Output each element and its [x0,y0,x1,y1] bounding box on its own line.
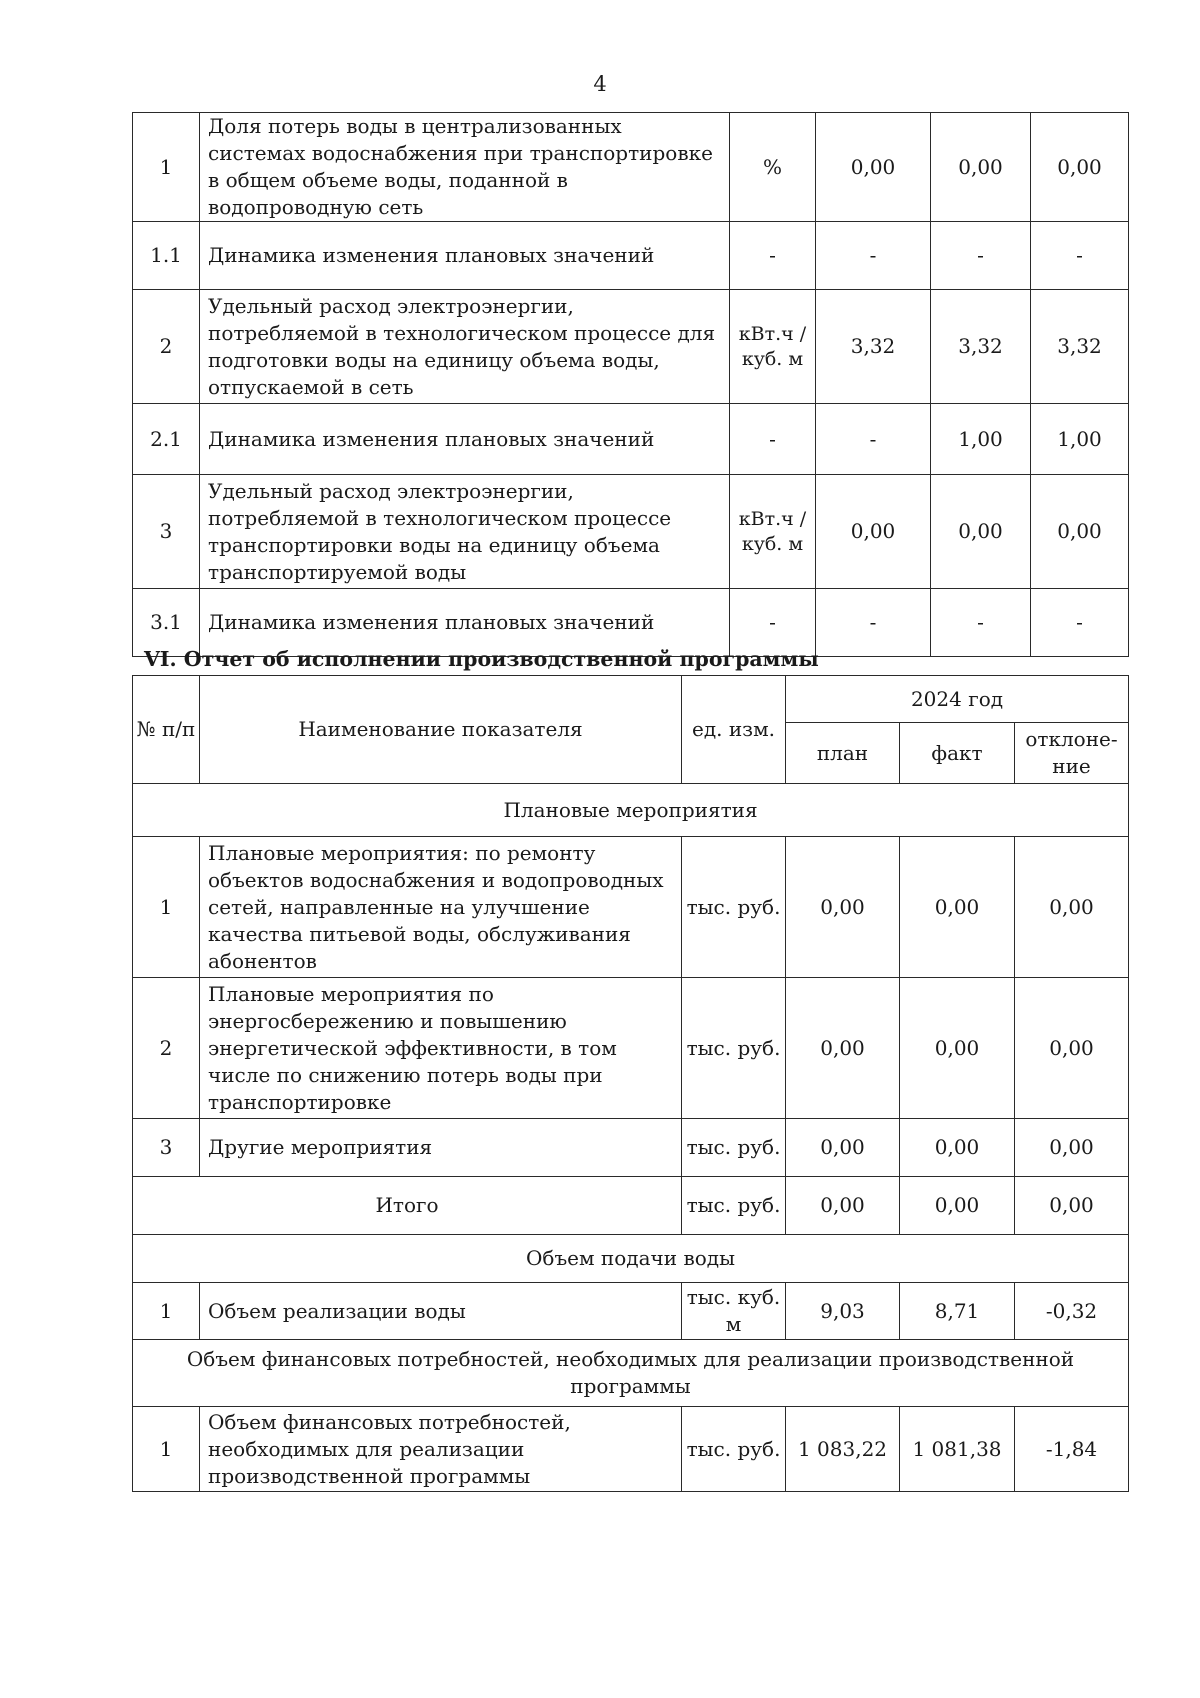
row-number: 2 [133,978,200,1119]
section-planned: Плановые мероприятия [133,784,1129,837]
table-row [133,978,1129,1119]
unit: кВт.ч / куб. м [730,290,816,404]
value-2: 0,00 [931,113,1031,222]
table-row [133,1119,1129,1177]
value-3: 3,32 [1031,290,1129,404]
fact-value: 8,71 [900,1283,1015,1340]
unit: - [730,222,816,290]
indicators-table [132,112,1129,657]
plan-value: 9,03 [786,1283,900,1340]
table-row [133,1283,1129,1340]
fact-value: 0,00 [900,978,1015,1119]
value-1: 0,00 [816,475,931,589]
unit: тыс. руб. [682,978,786,1119]
value-1: 0,00 [816,113,931,222]
value-3: - [1031,589,1129,657]
value-2: 0,00 [931,475,1031,589]
table-row [133,1407,1129,1492]
row-number: 1 [133,837,200,978]
table-row [133,290,1129,404]
unit: тыс. куб. м [682,1283,786,1340]
row-number: 3 [133,475,200,589]
fact-value: 0,00 [900,837,1015,978]
fact-value: 0,00 [900,1119,1015,1177]
header-plan: план [786,723,900,784]
header-deviation: отклоне-ние [1015,723,1129,784]
unit: тыс. руб. [682,1407,786,1492]
indicator-name: Динамика изменения плановых значений [200,404,730,475]
indicator-name: Плановые мероприятия по энергосбережению и повышению энергетической эффективности, в том числе по снижению потерь воды при транспортировке [200,978,682,1119]
row-number: 1 [133,113,200,222]
indicator-name: Плановые мероприятия: по ремонту объектов водоснабжения и водопроводных сетей, направленные на улучшение качества питьевой воды, обслуживания абонентов [200,837,682,978]
section-row [133,784,1129,837]
row-number: 2.1 [133,404,200,475]
section-row [133,1340,1129,1407]
value-2: 1,00 [931,404,1031,475]
value-3: 0,00 [1031,113,1129,222]
indicator-name: Удельный расход электроэнергии, потребляемой в технологическом процессе для подготовки воды на единицу объема воды, отпускаемой в сеть [200,290,730,404]
row-number: 3.1 [133,589,200,657]
header-no: № п/п [133,676,200,784]
value-3: - [1031,222,1129,290]
header-fact: факт [900,723,1015,784]
table-row [133,222,1129,290]
section-heading: VI. Отчет об исполнении производственной программы [144,647,819,671]
header-unit: ед. изм. [682,676,786,784]
value-1: - [816,404,931,475]
value-1: - [816,589,931,657]
row-number: 1.1 [133,222,200,290]
section-finance: Объем финансовых потребностей, необходимых для реализации производственной программы [133,1340,1129,1407]
value-2: 3,32 [931,290,1031,404]
value-3: 1,00 [1031,404,1129,475]
row-number: 3 [133,1119,200,1177]
indicator-name: Динамика изменения плановых значений [200,589,730,657]
total-label: Итого [133,1177,682,1235]
value-2: - [931,589,1031,657]
value-1: - [816,222,931,290]
section-row [133,1235,1129,1283]
fact-value: 0,00 [900,1177,1015,1235]
indicator-name: Объем финансовых потребностей, необходимых для реализации производственной программы [200,1407,682,1492]
total-row [133,1177,1129,1235]
value-1: 3,32 [816,290,931,404]
page-number: 4 [593,72,607,96]
header-row [133,676,1129,723]
plan-value: 0,00 [786,837,900,978]
table-row [133,113,1129,222]
deviation-value: -1,84 [1015,1407,1129,1492]
row-number: 2 [133,290,200,404]
deviation-value: 0,00 [1015,978,1129,1119]
table-row [133,404,1129,475]
fact-value: 1 081,38 [900,1407,1015,1492]
plan-value: 0,00 [786,1119,900,1177]
plan-value: 1 083,22 [786,1407,900,1492]
deviation-value: -0,32 [1015,1283,1129,1340]
deviation-value: 0,00 [1015,837,1129,978]
indicator-name: Другие мероприятия [200,1119,682,1177]
indicator-name: Объем реализации воды [200,1283,682,1340]
value-2: - [931,222,1031,290]
row-number: 1 [133,1283,200,1340]
deviation-value: 0,00 [1015,1119,1129,1177]
header-year: 2024 год [786,676,1129,723]
unit: тыс. руб. [682,1177,786,1235]
unit: тыс. руб. [682,837,786,978]
row-number: 1 [133,1407,200,1492]
indicator-name: Удельный расход электроэнергии, потребляемой в технологическом процессе транспортировки воды на единицу объема транспортируемой воды [200,475,730,589]
unit: тыс. руб. [682,1119,786,1177]
value-3: 0,00 [1031,475,1129,589]
unit: кВт.ч / куб. м [730,475,816,589]
unit: - [730,404,816,475]
plan-value: 0,00 [786,978,900,1119]
indicator-name: Динамика изменения плановых значений [200,222,730,290]
plan-value: 0,00 [786,1177,900,1235]
program-report-table [132,675,1129,1492]
table-row [133,837,1129,978]
table-row [133,475,1129,589]
unit: % [730,113,816,222]
indicator-name: Доля потерь воды в централизованных системах водоснабжения при транспортировке в общем объеме воды, поданной в водопроводную сеть [200,113,730,222]
deviation-value: 0,00 [1015,1177,1129,1235]
unit: - [730,589,816,657]
section-volume: Объем подачи воды [133,1235,1129,1283]
header-name: Наименование показателя [200,676,682,784]
